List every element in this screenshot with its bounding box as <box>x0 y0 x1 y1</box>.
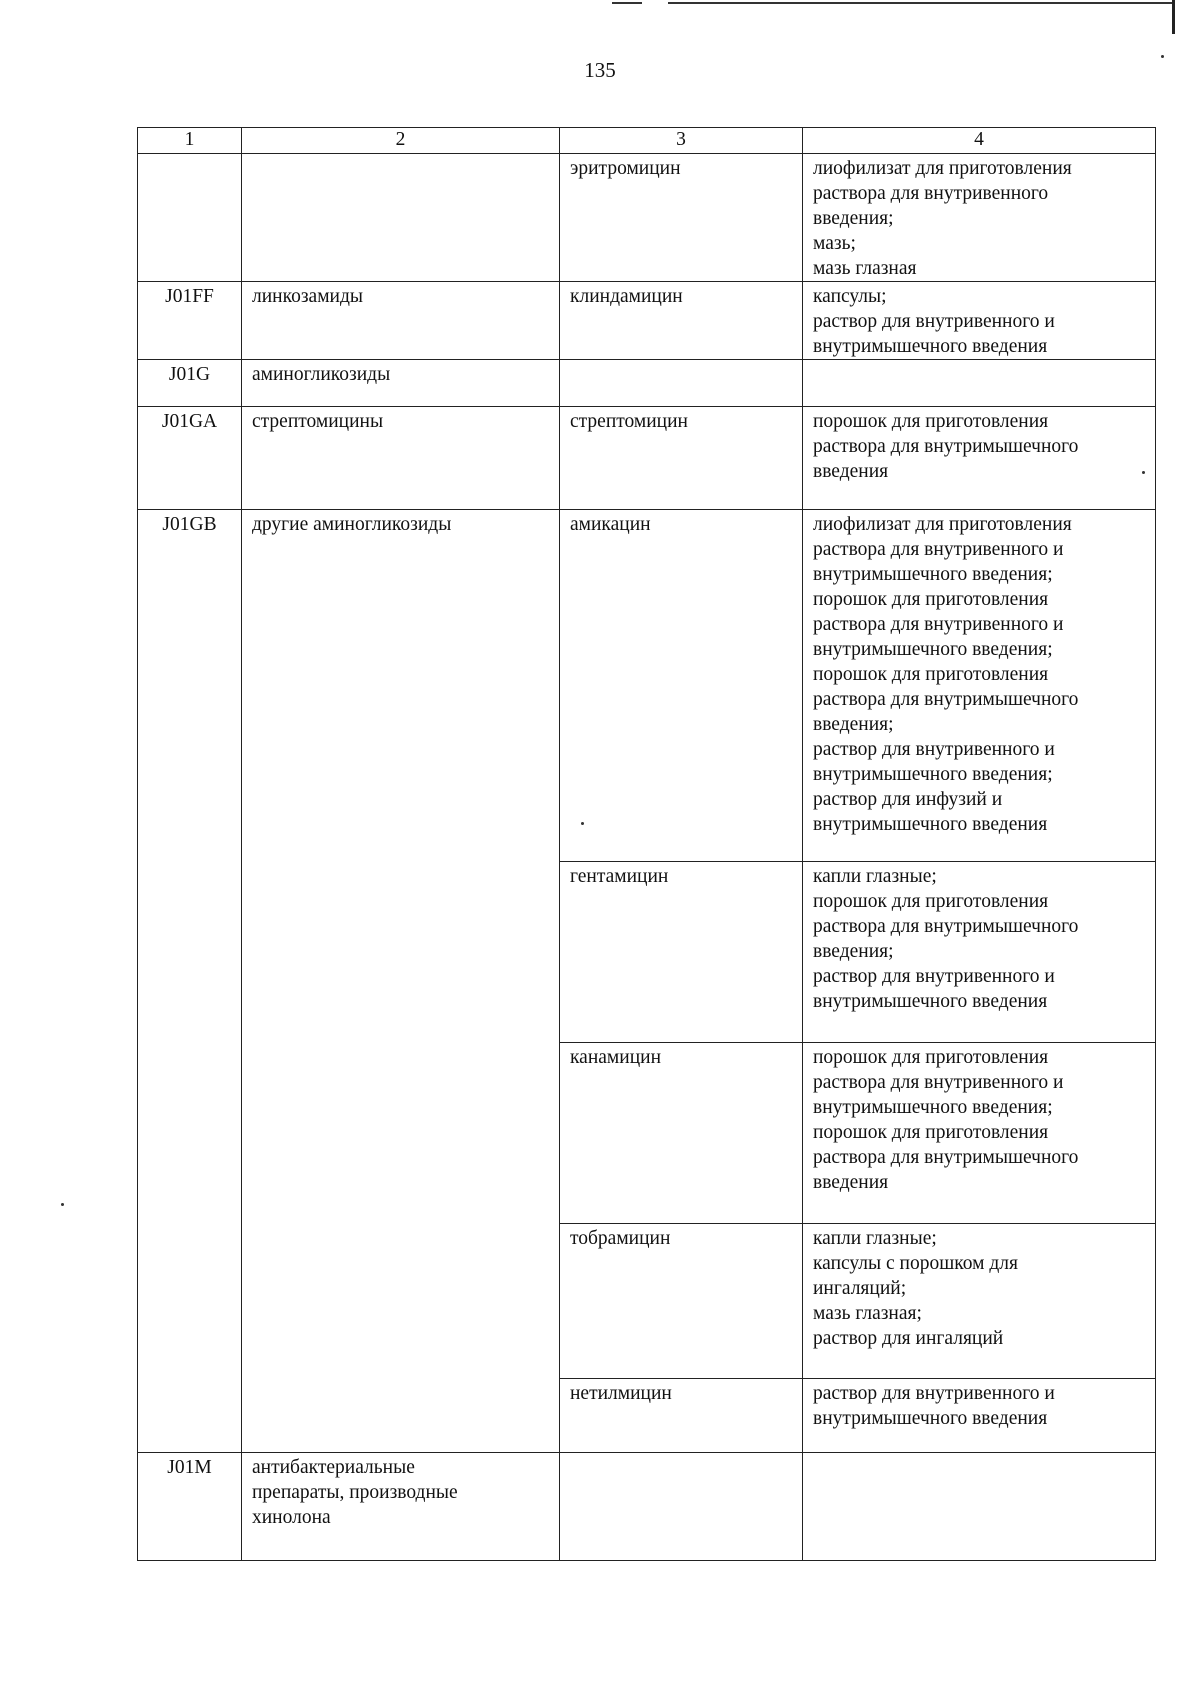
dosage-form-line: порошок для приготовления <box>813 589 1049 610</box>
drug-name: нетилмицин <box>560 1379 803 1453</box>
column-header-2: 2 <box>242 128 560 154</box>
atc-code <box>138 154 242 282</box>
dosage-form-line: раствора для внутривенного и <box>813 539 1064 560</box>
dosage-form-line: порошок для приготовления <box>813 891 1049 912</box>
group-name <box>242 154 560 282</box>
dosage-forms <box>803 407 1156 510</box>
scan-artifact-line <box>612 2 642 4</box>
dosage-form-line: внутримышечного введения <box>813 1408 1048 1429</box>
drug-name: гентамицин <box>560 862 803 1043</box>
group-name: аминогликозиды <box>242 360 560 407</box>
dosage-form-line: капсулы с порошком для <box>813 1253 1018 1274</box>
drug-name: стрептомицин <box>560 407 803 510</box>
dosage-form-line: раствора для внутримышечного <box>813 436 1079 457</box>
dosage-form-line: внутримышечного введения; <box>813 639 1053 660</box>
dosage-form-line: раствора для внутривенного и <box>813 1072 1064 1093</box>
dosage-form-line: раствора для внутривенного <box>813 183 1049 204</box>
table-row <box>138 360 1156 407</box>
dosage-form-line: внутримышечного введения <box>813 336 1048 357</box>
dosage-form-line: раствора для внутривенного и <box>813 614 1064 635</box>
table-header-row <box>138 128 1156 154</box>
group-name-line: хинолона <box>252 1507 331 1528</box>
dosage-form-line: раствор для внутривенного и <box>813 739 1055 760</box>
drug-name: эритромицин <box>560 154 803 282</box>
drug-name: амикацин <box>560 510 803 862</box>
dosage-form-line: раствор для внутривенного и <box>813 1383 1055 1404</box>
table-row <box>138 154 1156 282</box>
dosage-form-line: порошок для приготовления <box>813 664 1049 685</box>
dosage-form-line: внутримышечного введения <box>813 991 1048 1012</box>
dosage-form-line: внутримышечного введения <box>813 814 1048 835</box>
dosage-forms <box>803 1224 1156 1379</box>
dosage-form-line: раствора для внутримышечного <box>813 916 1079 937</box>
group-name: линкозамиды <box>242 282 560 360</box>
dosage-form-line: раствора для внутримышечного <box>813 689 1079 710</box>
dosage-forms <box>803 360 1156 407</box>
dosage-form-line: капсулы; <box>813 286 887 307</box>
table-row <box>138 282 1156 360</box>
group-name: стрептомицины <box>242 407 560 510</box>
dosage-form-line: раствор для внутривенного и <box>813 311 1055 332</box>
dosage-forms <box>803 862 1156 1043</box>
table-row <box>138 510 1156 862</box>
dosage-form-line: порошок для приготовления <box>813 1047 1049 1068</box>
dosage-forms <box>803 154 1156 282</box>
dosage-form-line: раствор для внутривенного и <box>813 966 1055 987</box>
drug-name: клиндамицин <box>560 282 803 360</box>
atc-code: J01M <box>138 1453 242 1561</box>
dosage-form-line: раствор для инфузий и <box>813 789 1003 810</box>
dosage-form-line: ингаляций; <box>813 1278 907 1299</box>
dosage-form-line: внутримышечного введения; <box>813 564 1053 585</box>
drug-name <box>560 1453 803 1561</box>
dosage-form-line: порошок для приготовления <box>813 411 1049 432</box>
dosage-form-line: введения; <box>813 941 894 962</box>
group-name <box>242 1453 560 1561</box>
dosage-form-line: введения <box>813 1172 889 1193</box>
dosage-forms <box>803 1379 1156 1453</box>
dosage-forms <box>803 282 1156 360</box>
dosage-forms <box>803 1043 1156 1224</box>
dosage-form-line: мазь глазная <box>813 258 917 279</box>
dosage-form-line: лиофилизат для приготовления <box>813 514 1072 535</box>
atc-code: J01GA <box>138 407 242 510</box>
dosage-form-line: раствор для ингаляций <box>813 1328 1004 1349</box>
dosage-form-line: внутримышечного введения; <box>813 764 1053 785</box>
drug-table <box>137 127 1156 1561</box>
dosage-form-line: мазь; <box>813 233 856 254</box>
group-name-line: препараты, производные <box>252 1482 458 1503</box>
group-name: другие аминогликозиды <box>242 510 560 1453</box>
dosage-form-line: лиофилизат для приготовления <box>813 158 1072 179</box>
drug-name: канамицин <box>560 1043 803 1224</box>
scan-artifact-edge <box>1172 0 1175 34</box>
atc-code: J01G <box>138 360 242 407</box>
table-row <box>138 1453 1156 1561</box>
dosage-form-line: порошок для приготовления <box>813 1122 1049 1143</box>
scan-speck <box>61 1203 64 1206</box>
dosage-form-line: введения <box>813 461 889 482</box>
dosage-form-line: капли глазные; <box>813 866 937 887</box>
column-header-3: 3 <box>560 128 803 154</box>
table-row <box>138 407 1156 510</box>
dosage-form-line: капли глазные; <box>813 1228 937 1249</box>
dosage-form-line: введения; <box>813 208 894 229</box>
dosage-form-line: введения; <box>813 714 894 735</box>
drug-name: тобрамицин <box>560 1224 803 1379</box>
drug-name <box>560 360 803 407</box>
dosage-form-line: мазь глазная; <box>813 1303 922 1324</box>
column-header-1: 1 <box>138 128 242 154</box>
atc-code: J01FF <box>138 282 242 360</box>
dosage-forms <box>803 510 1156 862</box>
group-name-line: антибактериальные <box>252 1457 415 1478</box>
dosage-form-line: внутримышечного введения; <box>813 1097 1053 1118</box>
page-number: 135 <box>584 58 616 82</box>
scan-artifact-line <box>668 2 1174 4</box>
atc-code: J01GB <box>138 510 242 1453</box>
dosage-form-line: раствора для внутримышечного <box>813 1147 1079 1168</box>
dosage-forms <box>803 1453 1156 1561</box>
column-header-4: 4 <box>803 128 1156 154</box>
